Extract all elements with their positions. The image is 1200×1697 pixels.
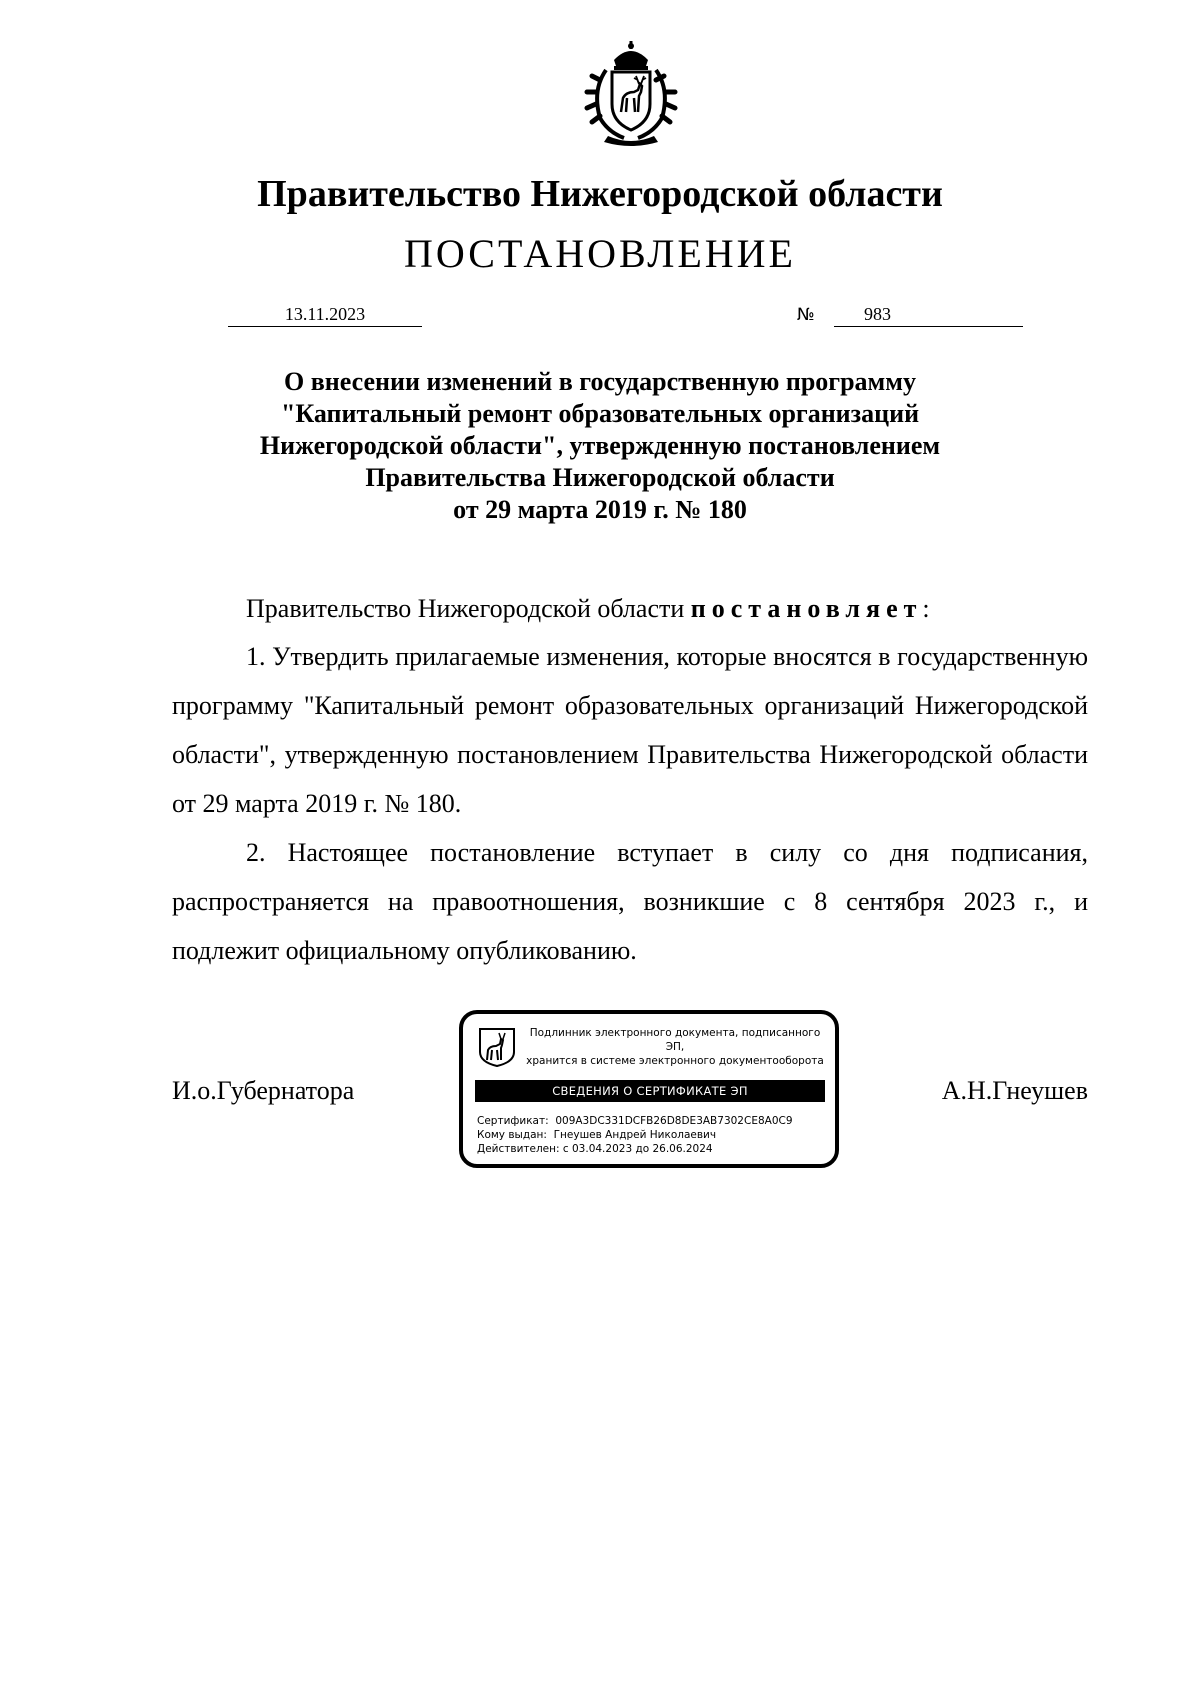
preamble-text: Правительство Нижегородской области: [246, 594, 691, 623]
coat-of-arms-icon: [578, 40, 684, 146]
signer-name: А.Н.Гнеушев: [941, 1076, 1088, 1105]
preamble-end: :: [922, 594, 930, 623]
certificate-label: Сертификат:: [477, 1115, 549, 1127]
heading-line: Нижегородской области", утвержденную постановлением: [259, 431, 941, 460]
stamp-note-line: Подлинник электронного документа, подписанного ЭП,: [529, 1027, 821, 1053]
paragraph-item-1: 1. Утвердить прилагаемые изменения, которые вносятся в государственную программу "Капитальный ремонт образовательных организаций Нижегородской области", утвержденную постановлением Правительства Нижегородской области от 29 марта 2019 г. № 180.: [172, 642, 1088, 818]
stamp-note-line: хранится в системе электронного документооборота: [526, 1055, 824, 1067]
document-date: 13.11.2023: [228, 303, 422, 327]
owner-value: Гнеушев Андрей Николаевич: [553, 1129, 717, 1141]
heading-line: Правительства Нижегородской области: [365, 463, 835, 492]
document-number: 983: [834, 303, 1023, 327]
number-sign: №: [797, 305, 815, 325]
preamble-keyword: постановляет: [690, 594, 923, 623]
heading-line: от 29 марта 2019 г. № 180: [453, 495, 747, 524]
validity-value: с 03.04.2023 до 26.06.2024: [562, 1143, 713, 1155]
certificate-value: 009A3DC331DCFB26D8DE3AB7302CE8A0C9: [555, 1115, 793, 1127]
stamp-note: [525, 1026, 825, 1068]
heading-line: "Капитальный ремонт образовательных организаций: [280, 399, 920, 428]
signer-position: И.о.Губернатора: [172, 1076, 355, 1105]
heading-line: О внесении изменений в государственную программу: [284, 367, 916, 396]
stamp-owner-line: [477, 1128, 716, 1142]
document-number-block: [797, 303, 1023, 326]
stamp-validity-line: [477, 1142, 713, 1156]
stamp-certificate-line: [477, 1114, 793, 1128]
owner-label: Кому выдан:: [477, 1129, 547, 1141]
stamp-title: СВЕДЕНИЯ О СЕРТИФИКАТЕ ЭП: [475, 1080, 825, 1102]
electronic-signature-stamp: [459, 1010, 839, 1168]
validity-label: Действителен:: [477, 1143, 560, 1155]
preamble-paragraph: [172, 584, 1132, 633]
document-type: ПОСТАНОВЛЕНИЕ: [404, 231, 796, 276]
organization-title: Правительство Нижегородской области: [257, 173, 943, 215]
paragraph-item-2: 2. Настоящее постановление вступает в силу со дня подписания, распространяется на правоотношения, возникшие с 8 сентября 2023 г., и подлежит официальному опубликованию.: [172, 838, 1088, 965]
deer-emblem-icon: [477, 1026, 517, 1068]
document-heading: [0, 366, 1200, 526]
